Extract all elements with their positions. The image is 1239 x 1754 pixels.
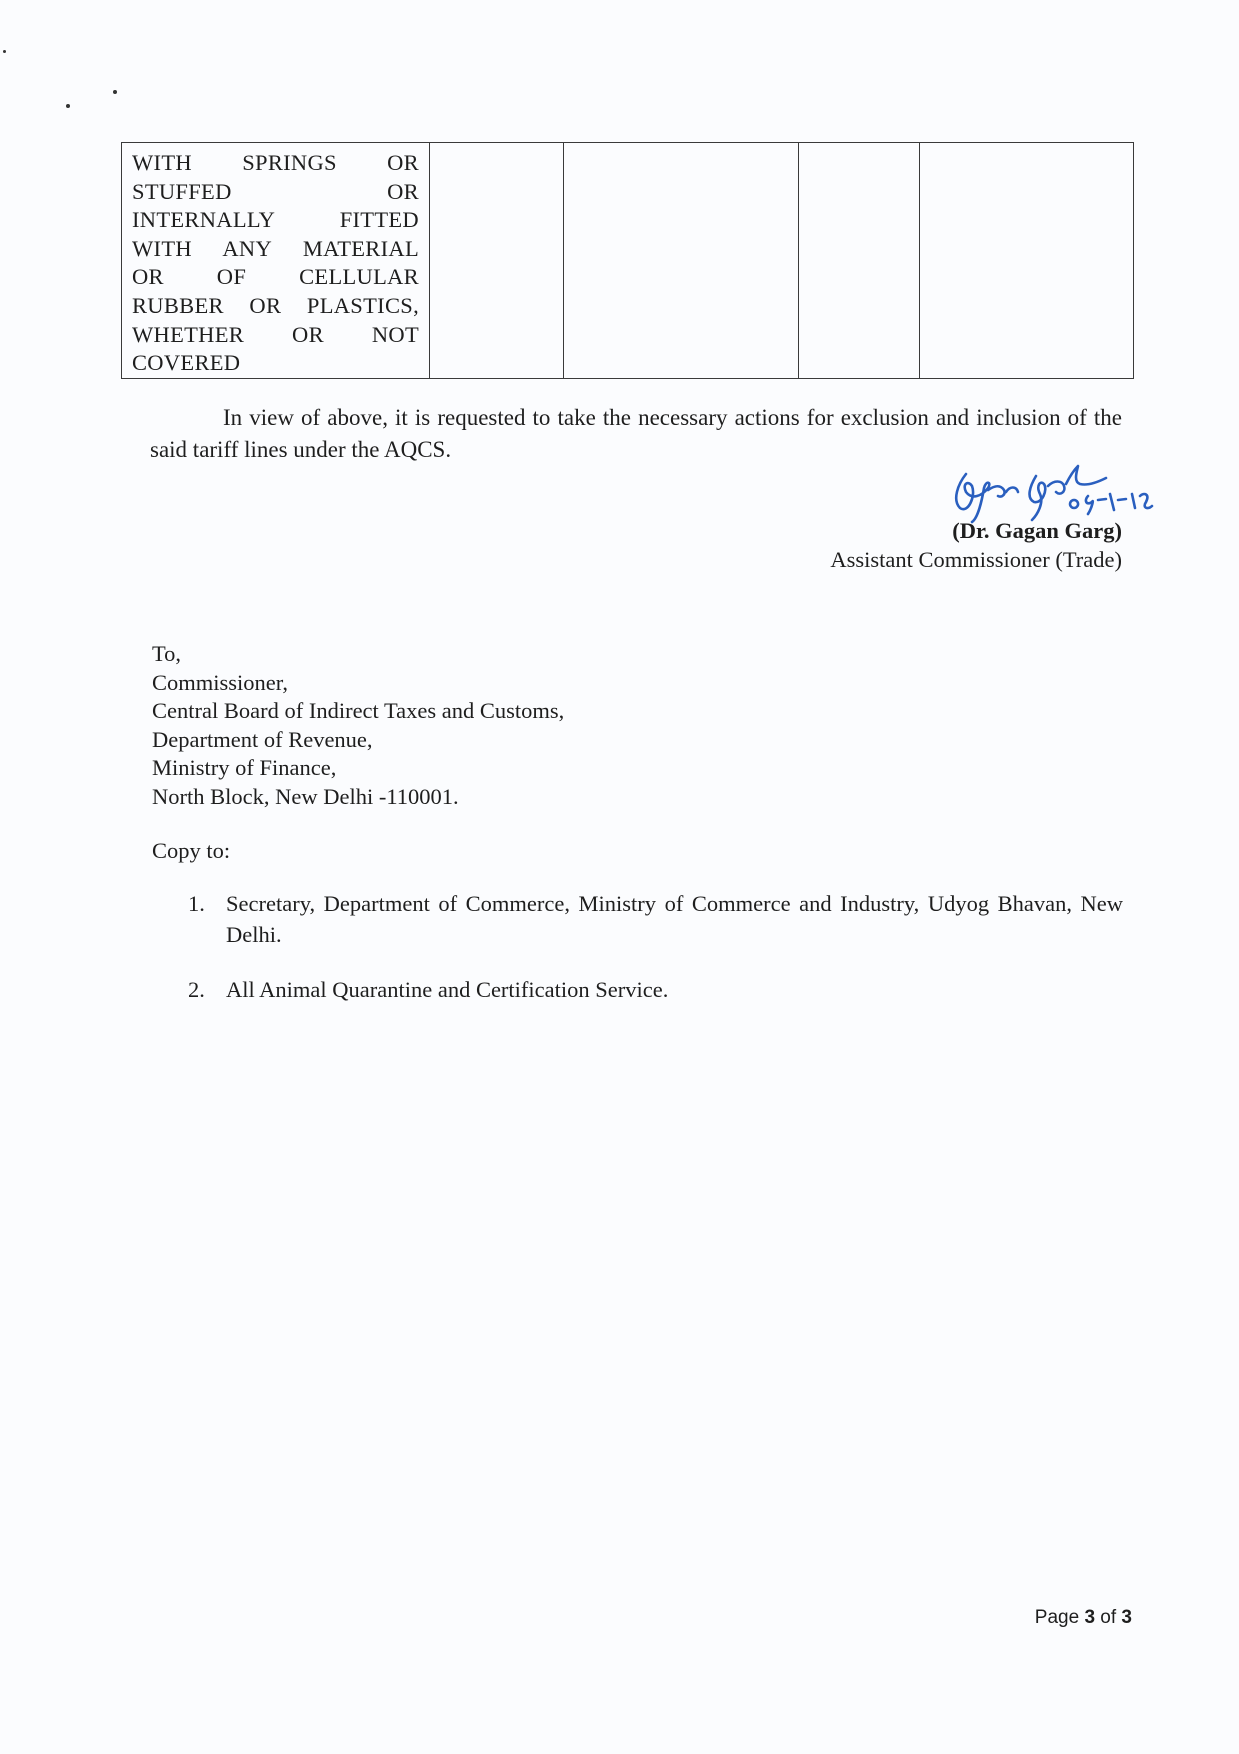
empty-cell <box>564 143 799 379</box>
description-text <box>122 143 429 378</box>
table-row <box>122 143 1134 379</box>
list-item-text: All Animal Quarantine and Certification Service. <box>226 977 669 1002</box>
description-line: WITH ANY MATERIAL <box>132 235 419 261</box>
tariff-table <box>121 142 1134 379</box>
copy-to-heading: Copy to: <box>152 838 231 863</box>
description-line: OR OF CELLULAR <box>132 264 419 290</box>
page-current: 3 <box>1084 1607 1096 1628</box>
handwritten-signature <box>938 456 1168 526</box>
page-of: of <box>1095 1607 1122 1628</box>
copy-to-list <box>188 888 1123 1029</box>
empty-cell <box>920 143 1134 379</box>
description-line: COVERED <box>132 350 241 376</box>
recipient-address <box>152 640 564 812</box>
page-total: 3 <box>1121 1607 1132 1628</box>
list-item <box>188 974 1123 1005</box>
description-line: STUFFED OR <box>132 178 419 204</box>
description-cell <box>122 143 430 379</box>
address-line: Central Board of Indirect Taxes and Customs, <box>152 698 565 724</box>
salutation: To, <box>152 641 182 666</box>
scan-speck <box>3 50 6 53</box>
empty-cell <box>430 143 564 379</box>
request-paragraph: In view of above, it is requested to take the necessary actions for exclusion and inclusion of the said tariff lines under the AQCS. <box>150 405 1122 462</box>
address-line: Ministry of Finance, <box>152 755 337 781</box>
address-line: North Block, New Delhi -110001. <box>152 783 459 809</box>
address-line: Department of Revenue, <box>152 726 373 752</box>
description-line: RUBBER OR PLASTICS, <box>132 292 419 318</box>
description-line: WHETHER OR NOT <box>132 321 419 347</box>
address-line: Commissioner, <box>152 669 288 695</box>
list-item <box>188 888 1123 950</box>
page-number <box>1035 1607 1132 1629</box>
scan-speck <box>66 104 70 108</box>
scan-speck <box>113 90 117 94</box>
list-item-text: Secretary, Department of Commerce, Ministry of Commerce and Industry, Udyog Bhavan, New Delhi. <box>226 891 1123 947</box>
signatory-name: (Dr. Gagan Garg) <box>952 518 1122 543</box>
description-line: INTERNALLY FITTED <box>132 207 419 233</box>
signatory-designation: Assistant Commissioner (Trade) <box>830 547 1122 572</box>
empty-cell <box>799 143 920 379</box>
page-prefix: Page <box>1034 1607 1085 1628</box>
list-item-number: 1. <box>188 891 205 916</box>
description-line: WITH SPRINGS OR <box>132 150 419 175</box>
list-item-number: 2. <box>188 977 205 1002</box>
